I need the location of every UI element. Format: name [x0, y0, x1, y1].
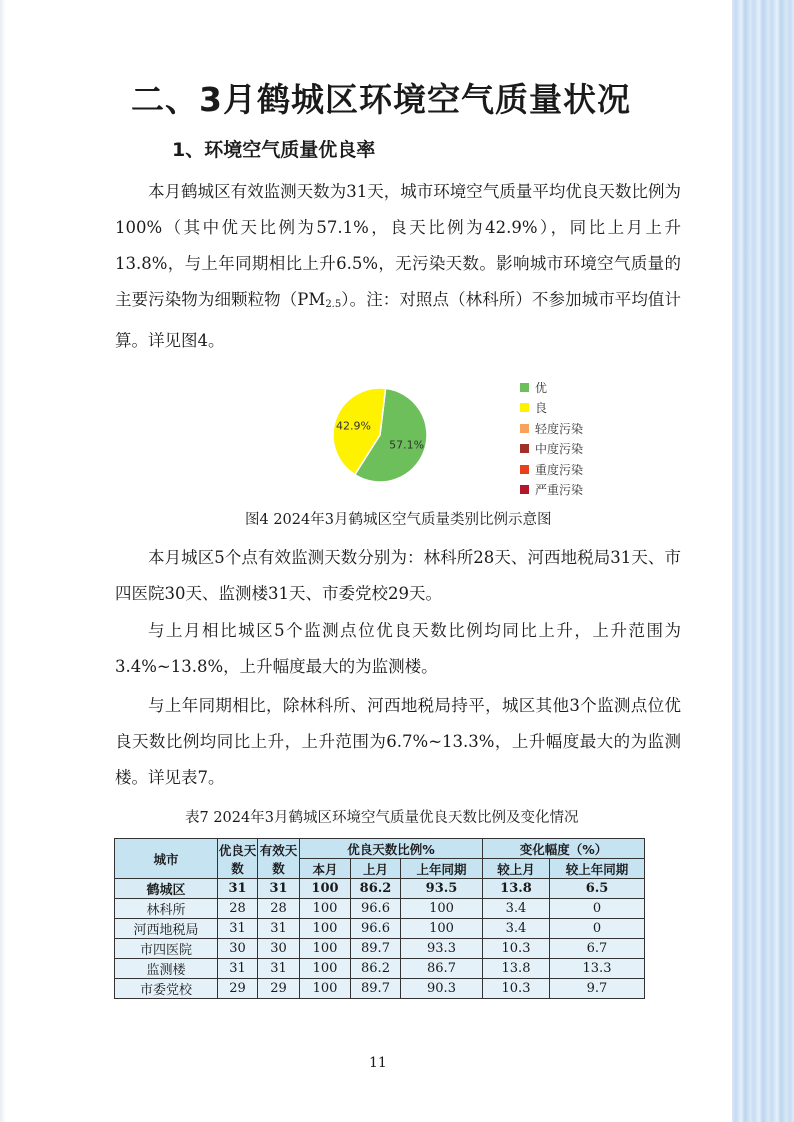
legend-swatch: [520, 424, 529, 433]
table-row: [115, 939, 645, 959]
table-cell: 9.7: [550, 979, 645, 999]
legend-label: 轻度污染: [535, 421, 584, 436]
table-cell: 31: [258, 959, 300, 979]
paragraph-overview: [115, 174, 681, 359]
legend-swatch: [520, 485, 529, 494]
table-row: [115, 959, 645, 979]
header-change-group: 变化幅度（%）: [483, 839, 645, 859]
binding-edge: [732, 0, 794, 1122]
pm-subscript: 2.5: [325, 299, 342, 310]
table-cell: 31: [258, 919, 300, 939]
table-cell: 29: [258, 979, 300, 999]
legend-label: 中度污染: [535, 442, 584, 457]
table-cell: 89.7: [351, 939, 401, 959]
legend-item-4: [520, 459, 583, 480]
table-cell: 100: [300, 919, 351, 939]
legend-label: 良: [535, 401, 548, 416]
legend-item-5: [520, 480, 583, 501]
table-cell-site: 林科所: [115, 899, 218, 919]
table-cell: 3.4: [483, 899, 550, 919]
table-row: [115, 979, 645, 999]
legend-item-3: [520, 439, 583, 460]
paragraph-overview-text: 本月鹤城区有效监测天数为31天，城市环境空气质量平均优良天数比例为100%（其中优天比例为57.1%，良天比例为42.9%），同比上月上升13.8%，与上年同期相比上升6.5%，无污染天数。影响城市环境空气质量的主要污染物为细颗粒物（PM: [115, 182, 681, 309]
table-cell: 100: [401, 899, 483, 919]
table-cell: 28: [218, 899, 258, 919]
table-cell: 100: [401, 919, 483, 939]
table-caption: 表7 2024年3月鹤城区环境空气质量优良天数比例及变化情况: [185, 810, 579, 826]
table-cell: 100: [300, 899, 351, 919]
header-last-month: 上月: [351, 859, 401, 879]
header-good-days: 优良天数: [218, 839, 258, 879]
table-cell-site: 鹤城区: [115, 879, 218, 899]
table-body: [115, 879, 645, 999]
table-cell: 90.3: [401, 979, 483, 999]
figure-caption: 图4 2024年3月鹤城区空气质量类别比例示意图: [245, 512, 552, 528]
table-cell-site: 市四医院: [115, 939, 218, 959]
table-row: [115, 899, 645, 919]
table-cell: 93.5: [401, 879, 483, 899]
legend-swatch: [520, 403, 529, 412]
table-cell: 86.2: [351, 959, 401, 979]
header-city: 城市: [115, 839, 218, 879]
legend-swatch: [520, 465, 529, 474]
section-title: 二、3月鹤城区环境空气质量状况: [131, 80, 631, 119]
legend-label: 重度污染: [535, 462, 584, 477]
header-this-month: 本月: [300, 859, 351, 879]
table-cell: 29: [218, 979, 258, 999]
table-cell: 31: [218, 879, 258, 899]
table-cell: 100: [300, 979, 351, 999]
page-shadow: [0, 0, 6, 1122]
table-cell: 30: [258, 939, 300, 959]
table-cell: 10.3: [483, 979, 550, 999]
paragraph-sites: 本月城区5个点有效监测天数分别为：林科所28天、河西地税局31天、市四医院30天、监测楼31天、市委党校29天。: [115, 548, 681, 603]
table-cell: 0: [550, 899, 645, 919]
table-cell: 31: [258, 879, 300, 899]
table-cell: 6.5: [550, 879, 645, 899]
table-cell: 100: [300, 959, 351, 979]
table-cell-site: 河西地税局: [115, 919, 218, 939]
table-cell: 6.7: [550, 939, 645, 959]
table-cell: 13.8: [483, 879, 550, 899]
table-cell: 96.6: [351, 899, 401, 919]
table-row: [115, 919, 645, 939]
quality-table: [114, 838, 645, 999]
table-cell-site: 监测楼: [115, 959, 218, 979]
table-cell: 93.3: [401, 939, 483, 959]
pie-label-0: 57.1%: [389, 438, 425, 452]
legend-label: 优: [535, 380, 548, 395]
table-cell: 89.7: [351, 979, 401, 999]
header-valid-days: 有效天数: [258, 839, 300, 879]
pie-label-1: 42.9%: [335, 419, 371, 433]
paragraph-overview-tail: ）。注：对照点（林科所）不参加城市平均值计算。详见图4。: [115, 290, 682, 350]
pie-slices: [333, 388, 427, 482]
paragraph-month-compare: 与上月相比城区5个监测点位优良天数比例均同比上升，上升范围为3.4%~13.8%，上升幅度最大的为监测楼。: [115, 621, 681, 676]
table-cell: 31: [218, 919, 258, 939]
table-cell-site: 市委党校: [115, 979, 218, 999]
subsection-title: 1、环境空气质量优良率: [172, 139, 376, 161]
page-number: 11: [369, 1055, 387, 1071]
table-cell: 86.7: [401, 959, 483, 979]
table-cell: 100: [300, 879, 351, 899]
header-vs-last-year: 较上年同期: [550, 859, 645, 879]
table-cell: 13.3: [550, 959, 645, 979]
legend-item-0: [520, 377, 583, 398]
table-cell: 100: [300, 939, 351, 959]
paragraph-year-compare: 与上年同期相比，除林科所、河西地税局持平，城区其他3个监测点位优良天数比例均同比上升，上升范围为6.7%~13.3%，上升幅度最大的为监测楼。详见表7。: [115, 696, 681, 787]
table-cell: 96.6: [351, 919, 401, 939]
header-vs-last-month: 较上月: [483, 859, 550, 879]
table-cell: 13.8: [483, 959, 550, 979]
table-cell: 3.4: [483, 919, 550, 939]
legend-swatch: [520, 444, 529, 453]
legend-item-2: [520, 418, 583, 439]
legend-label: 严重污染: [535, 483, 584, 498]
table-cell: 30: [218, 939, 258, 959]
table-cell: 0: [550, 919, 645, 939]
table-cell: 31: [218, 959, 258, 979]
table-cell: 86.2: [351, 879, 401, 899]
table-row: [115, 879, 645, 899]
legend-swatch: [520, 383, 529, 392]
chart-legend: [520, 377, 583, 500]
legend-item-1: [520, 398, 583, 419]
pie-chart: [328, 383, 432, 487]
table-cell: 10.3: [483, 939, 550, 959]
header-last-year: 上年同期: [401, 859, 483, 879]
header-ratio-group: 优良天数比例%: [300, 839, 483, 859]
table-cell: 28: [258, 899, 300, 919]
